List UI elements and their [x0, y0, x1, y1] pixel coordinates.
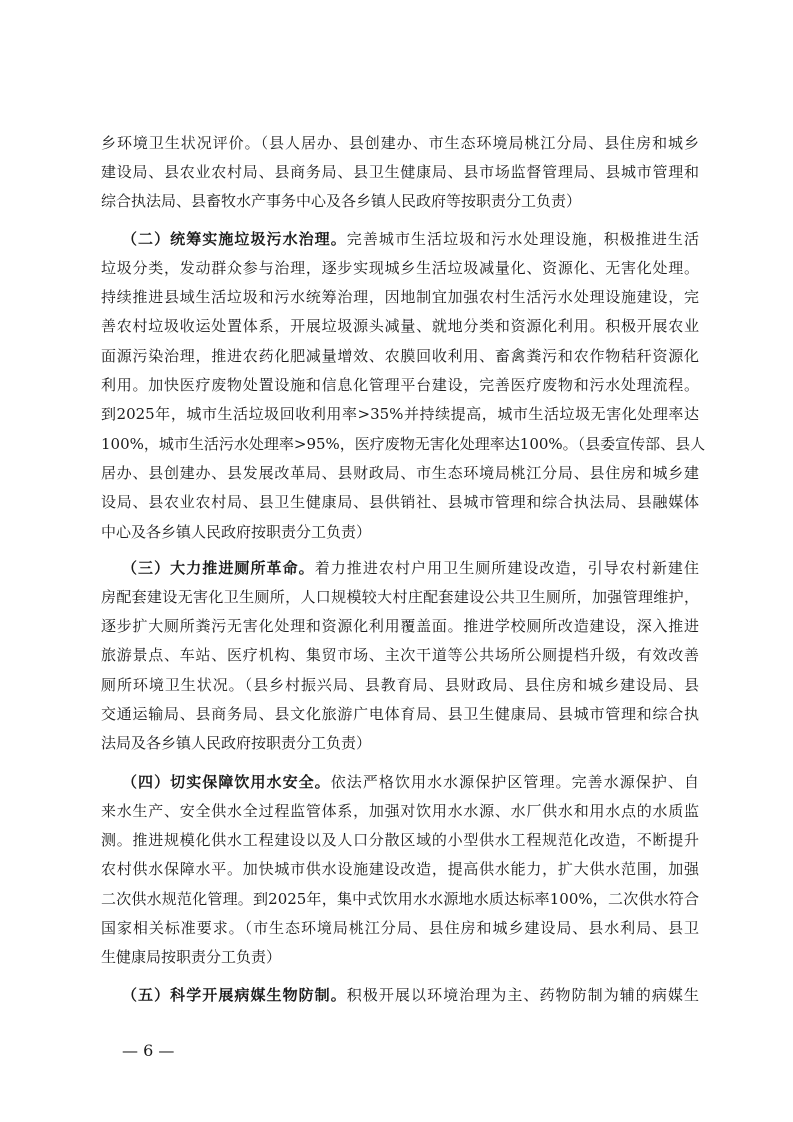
section-heading: （四）切实保障饮用水安全。 [122, 772, 331, 791]
text-line [122, 981, 699, 1010]
text-line [101, 129, 699, 158]
line-text: 测。推进规模化供水工程建设以及人口分散区域的小型供水工程规范化改造，不断提升 [101, 831, 699, 850]
text-line [101, 518, 699, 547]
text-line [101, 797, 699, 826]
text-line [101, 283, 699, 312]
text-line [101, 885, 699, 914]
text-line [101, 826, 699, 855]
line-text: 面源污染治理，推进农药化肥减量增效、农膜回收利用、畜禽粪污和农作物秸秆资源化 [101, 346, 699, 365]
line-text: 来水生产、安全供水全过程监管体系，加强对饮用水水源、水厂供水和用水点的水质监 [101, 801, 699, 820]
line-text: 垃圾分类，发动群众参与治理，逐步实现城乡生活垃圾减量化、资源化、无害化处理。 [101, 258, 699, 277]
text-line [101, 430, 706, 459]
line-text: 居办、县创建办、县发展改革局、县财政局、市生态环境局桃江分局、县住房和城乡建 [101, 463, 699, 482]
line-text: 交通运输局、县商务局、县文化旅游广电体育局、县卫生健康局、县城市管理和综合执 [101, 705, 699, 723]
line-text: 国家相关标准要求。（市生态环境局桃江分局、县住房和城乡建设局、县水利局、县卫 [101, 919, 699, 937]
line-text: 建设局、县农业农村局、县商务局、县卫生健康局、县市场监督管理局、县城市管理和 [101, 162, 699, 181]
line-text: 100%，城市生活污水处理率>95%，医疗废物无害化处理率达100%。（县委宣传部、县人 [101, 434, 706, 453]
text-line [101, 312, 699, 341]
line-text: 利用。加快医疗废物处置设施和信息化管理平台建设，完善医疗废物和污水处理流程。 [101, 376, 699, 394]
line-text: 乡环境卫生状况评价。（县人居办、县创建办、市生态环境局桃江分局、县住房和城乡 [101, 133, 699, 152]
text-line [101, 187, 699, 216]
section-heading: （五）科学开展病媒生物防制。 [122, 985, 347, 1004]
line-text: 农村供水保障水平。加快城市供水设施建设改造，提高供水能力，扩大供水范围，加强 [101, 860, 699, 879]
text-line [101, 158, 699, 187]
text-line [101, 612, 699, 641]
line-text: 逐步扩大厕所粪污无害化处理和资源化利用覆盖面。推进学校厕所改造建设，深入推进 [101, 617, 699, 636]
section-heading: （二）统筹实施垃圾污水治理。 [122, 229, 347, 248]
line-text: 二次供水规范化管理。到2025年，集中式饮用水水源地水质达标率100%，二次供水符合 [101, 889, 699, 908]
line-text: 综合执法局、县畜牧水产事务中心及各乡镇人民政府等按职责分工负责） [101, 192, 582, 211]
text-line [101, 855, 699, 884]
line-text: 生健康局按职责分工负责） [101, 948, 282, 967]
line-text: 房配套建设无害化卫生厕所，人口规模较大村庄配套建设公共卫生厕所，加强管理维护， [101, 587, 699, 606]
line-text: 设局、县农业农村局、县卫生健康局、县供销社、县城市管理和综合执法局、县融媒体 [101, 493, 699, 512]
text-line [101, 729, 699, 758]
line-text: 厕所环境卫生状况。（县乡村振兴局、县教育局、县财政局、县住房和城乡建设局、县 [101, 675, 699, 694]
line-text: 着力推进农村户用卫生厕所建设改造，引导农村新建住 [314, 558, 699, 577]
page-number: — 6 — [122, 1041, 175, 1060]
text-line [101, 488, 699, 517]
line-text: 积极开展以环境治理为主、药物防制为辅的病媒生 [346, 985, 699, 1004]
line-text: 到2025年，城市生活垃圾回收利用率>35%并持续提高，城市生活垃圾无害化处理率达 [101, 405, 699, 424]
text-line [101, 254, 699, 283]
text-line [101, 641, 699, 670]
line-text: 中心及各乡镇人民政府按职责分工负责） [101, 522, 372, 541]
text-line [101, 342, 699, 371]
text-line [101, 914, 699, 943]
text-line [101, 700, 699, 729]
text-line [101, 400, 699, 429]
line-text: 依法严格饮用水水源保护区管理。完善水源保护、自 [330, 772, 699, 791]
line-text: 法局及各乡镇人民政府按职责分工负责） [101, 734, 372, 753]
line-text: 持续推进县域生活垃圾和污水统筹治理，因地制宜加强农村生活污水处理设施建设，完 [101, 288, 699, 307]
section-heading: （三）大力推进厕所革命。 [122, 558, 315, 577]
text-line [101, 583, 699, 612]
text-line [101, 371, 699, 400]
text-line [101, 459, 699, 488]
text-line [122, 768, 699, 797]
text-line [122, 225, 699, 254]
text-line [101, 943, 699, 972]
text-line [101, 671, 699, 700]
line-text: 旅游景点、车站、医疗机构、集贸市场、主次干道等公共场所公厕提档升级，有效改善 [101, 646, 699, 665]
text-line [122, 554, 699, 583]
line-text: 善农村垃圾收运处置体系，开展垃圾源头减量、就地分类和资源化利用。积极开展农业 [101, 317, 699, 336]
line-text: 完善城市生活垃圾和污水处理设施，积极推进生活 [346, 229, 699, 248]
